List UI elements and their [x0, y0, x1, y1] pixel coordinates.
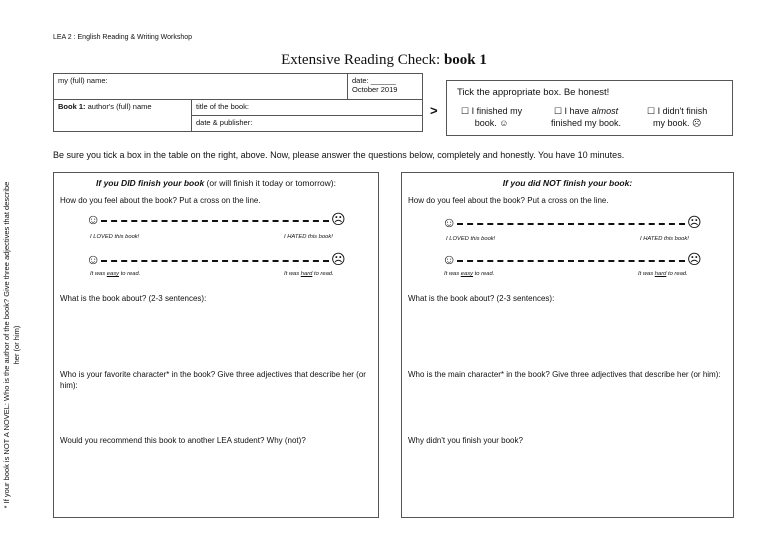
publisher-label: date & publisher: [196, 118, 253, 127]
q-about: What is the book about? (2-3 sentences): [408, 294, 555, 303]
date-value: October 2019 [352, 85, 398, 94]
panel-not-finished [401, 172, 734, 518]
option-finished[interactable]: ☐ I finished my book. ☺ [461, 106, 523, 128]
tick-box [446, 80, 733, 136]
q-feel: How do you feel about the book? Put a cross on the line. [408, 196, 609, 205]
title-cell[interactable] [192, 100, 423, 116]
panel-finished-heading: If you DID finish your book (or will finish it today or tomorrow): [96, 178, 336, 188]
author-cell[interactable] [54, 100, 192, 132]
loved-label: I LOVED this book! [90, 234, 140, 240]
panel-not-finished-heading: If you did NOT finish your book: [502, 178, 633, 188]
tick-title: Tick the appropriate box. Be honest! [457, 87, 610, 98]
loved-label: I LOVED this book! [446, 236, 496, 242]
hard-label: It was hard to read. [638, 271, 688, 277]
hated-label: I HATED this book! [640, 236, 689, 242]
date-label: date: ______ [352, 76, 396, 85]
book-label: Book 1: [58, 102, 86, 111]
instructions: Be sure you tick a box in the table on the right, above. Now, please answer the questions below, completely and honestly. You have 10 minutes. [53, 150, 625, 160]
option-not-finished[interactable]: ☐ I didn't finish my book. ☹ [647, 106, 708, 128]
info-table [53, 73, 423, 132]
happy-face-icon: ☺ [442, 214, 457, 230]
sad-face-icon: ☹ [687, 251, 702, 267]
course-header: LEA 2 : English Reading & Writing Workshop [53, 34, 193, 41]
name-cell[interactable] [54, 74, 348, 100]
publisher-cell[interactable] [192, 116, 423, 132]
easy-label: It was easy to read. [444, 271, 495, 277]
q-recommend: Would you recommend this book to another LEA student? Why (not)? [60, 436, 306, 445]
sad-face-icon: ☹ [331, 251, 346, 267]
happy-face-icon: ☺ [86, 211, 101, 227]
title-book: book 1 [443, 52, 487, 68]
love-hate-line[interactable] [101, 220, 329, 222]
sad-face-icon: ☹ [331, 211, 346, 227]
easy-hard-line[interactable] [457, 260, 685, 262]
panel-finished [53, 172, 379, 518]
happy-face-icon: ☺ [442, 251, 457, 267]
hated-label: I HATED this book! [284, 234, 333, 240]
love-hate-line[interactable] [457, 223, 685, 225]
arrow-icon: > [430, 103, 438, 118]
name-label: my (full) name: [58, 76, 108, 85]
q-character: Who is the main character* in the book? Give three adjectives that describe her (or him): [408, 370, 721, 379]
page-title [0, 52, 768, 69]
title-prefix: Extensive Reading Check: [281, 52, 444, 68]
book-title-label: title of the book: [196, 102, 249, 111]
hard-label: It was hard to read. [284, 271, 334, 277]
q-feel: How do you feel about the book? Put a cross on the line. [60, 196, 261, 205]
q-why: Why didn't you finish your book? [408, 436, 523, 445]
author-label: author's (full) name [85, 102, 152, 111]
date-cell[interactable] [348, 74, 423, 100]
easy-label: It was easy to read. [90, 271, 141, 277]
happy-face-icon: ☺ [86, 251, 101, 267]
q-about: What is the book about? (2-3 sentences): [60, 294, 207, 303]
side-note: * If your book is NOT A NOVEL: Who is the author of the book? Give three adjectives that describe her (or him) [2, 181, 21, 509]
easy-hard-line[interactable] [101, 260, 329, 262]
option-almost[interactable]: ☐ I have almost finished my book. [551, 106, 622, 128]
q-character: Who is your favorite character* in the book? Give three adjectives that describe her (or him): [60, 370, 366, 390]
sad-face-icon: ☹ [687, 214, 702, 230]
